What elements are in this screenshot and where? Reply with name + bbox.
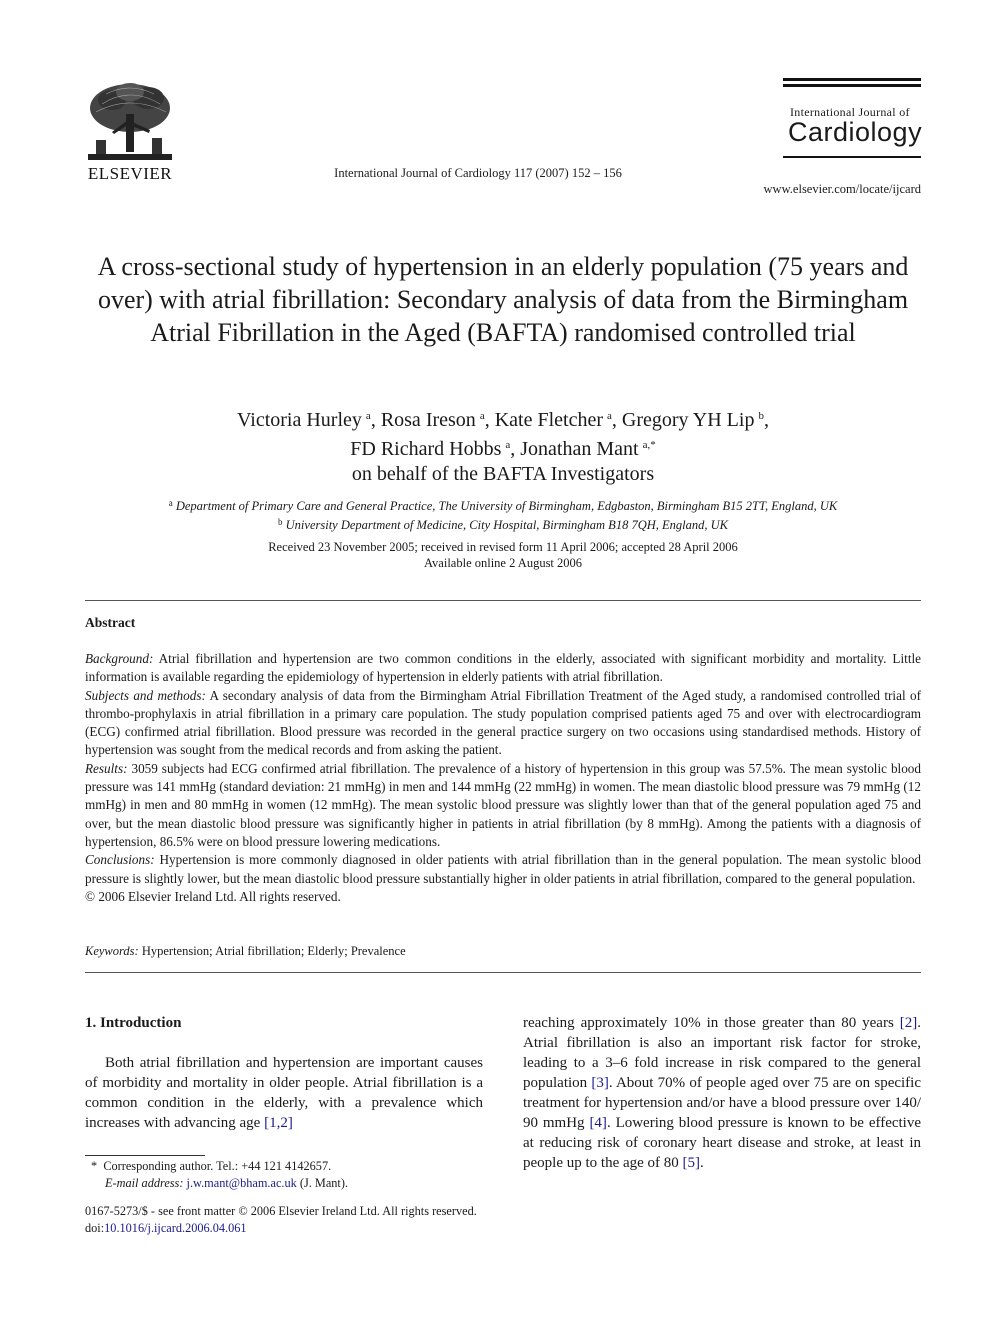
citation-link[interactable]: [5] — [682, 1155, 701, 1171]
section-label: Conclusions: — [85, 852, 155, 868]
email-label: E-mail address: — [105, 1176, 184, 1190]
affiliation-a — [95, 495, 911, 514]
email-link[interactable]: j.w.mant@bham.ac.uk — [186, 1176, 297, 1190]
section-text: Atrial fibrillation and hypertension are two common conditions in the elderly, associated with significant morbidity and mortality. Little information is available regarding the epidemiology of hypertension in elderly patients with atrial fibrillation. — [85, 651, 921, 685]
journal-name-small: International Journal of — [790, 105, 910, 119]
corresponding-text: Corresponding author. Tel.: +44 121 4142657. — [103, 1159, 332, 1173]
doi-line — [85, 1220, 545, 1237]
affiliation-text: University Department of Medicine, City Hospital, Birmingham B18 7QH, England, UK — [285, 518, 728, 532]
section-label: Results: — [85, 760, 128, 776]
email-suffix: (J. Mant). — [299, 1176, 349, 1190]
divider — [85, 972, 921, 973]
journal-masthead-rule-bottom — [783, 156, 921, 158]
journal-url[interactable]: www.elsevier.com/locate/ijcard — [763, 182, 921, 196]
journal-masthead-rules — [783, 78, 921, 90]
keywords-label: Keywords: — [85, 944, 139, 958]
body-column-left — [85, 1013, 483, 1133]
paragraph-text: . About 70% of people aged over 75 are on specific treatment for hypertension and/or have a blood pressure over 140/ 90 mmHg — [523, 1075, 921, 1131]
affil-marker: b — [278, 517, 283, 527]
received-dates: Received 23 November 2005; received in revised form 11 April 2006; accepted 28 April 2006 — [268, 540, 738, 554]
section-text: A secondary analysis of data from the Birmingham Atrial Fibrillation Treatment of the Aged study, a randomised controlled trial of thrombo-prophylaxis in atrial fibrillation in a primary care population. The study population comprised patients aged 75 and over with electrocardiogram (ECG) confirmed atrial fibrillation. Blood pressure was recorded in the general practice surgery on two occasions using standardised methods. History of hypertension was sought from the medical records and from asking the patient. — [85, 687, 921, 758]
footnote-divider — [85, 1155, 205, 1156]
doi-prefix: doi: — [85, 1221, 105, 1235]
citation-link[interactable]: [1,2] — [264, 1115, 293, 1131]
author-affil-marker: a — [607, 410, 612, 422]
paragraph-text: . — [700, 1155, 704, 1171]
journal-citation: International Journal of Cardiology 117 (2007) 152 – 156 — [334, 166, 622, 180]
paragraph-text: . Lowering blood pressure is known to be effective at reducing risk of coronary heart disease and stroke, at least in people up to the age of 80 — [523, 1115, 922, 1171]
issn-line: 0167-5273/$ - see front matter © 2006 Elsevier Ireland Ltd. All rights reserved. — [85, 1204, 477, 1218]
author-line-2: FD Richard Hobbs $^a$, Jonathan Mant $^{a,*}$ — [350, 438, 656, 460]
abstract-heading: Abstract — [85, 615, 136, 630]
paragraph-text: . Atrial fibrillation is also an important risk factor for stroke, leading to a 3–6 fold increase in risk compared to the general population — [523, 1015, 922, 1091]
affiliations — [95, 495, 911, 533]
body-column-right — [523, 1013, 921, 1173]
on-behalf-line: on behalf of the BAFTA Investigators — [351, 463, 655, 485]
keywords-list: Hypertension; Atrial fibrillation; Elderly; Prevalence — [141, 944, 406, 958]
intro-paragraph — [85, 1053, 483, 1133]
abstract-copyright: © 2006 Elsevier Ireland Ltd. All rights reserved. — [85, 888, 341, 904]
author-name: Rosa Ireson — [380, 409, 476, 431]
author-affil-marker: a,* — [642, 439, 656, 451]
section-text: Hypertension is more commonly diagnosed in older patients with atrial fibrillation than in the general population. The mean systolic blood pressure is slightly lower, but the mean diastolic blood pressure substantially higher in older patients in atrial fibrillation, compared to the general population. — [85, 852, 922, 886]
divider — [85, 600, 921, 601]
author-affil-marker: a — [505, 439, 511, 451]
citation-link[interactable]: [3] — [591, 1075, 609, 1091]
article-title: A cross-sectional study of hypertension in an elderly population (75 years and over) with atrial fibrillation: Secondary analysis of data from the Birmingham Atrial Fibrillation in the Aged (BAFTA) randomised controlled trial — [97, 252, 909, 347]
author-name: Victoria Hurley — [237, 409, 362, 431]
author-affil-marker: a — [479, 410, 485, 422]
citation-link[interactable]: [2] — [899, 1015, 918, 1031]
article-dates — [95, 539, 911, 571]
author-affil-marker: b — [758, 410, 764, 422]
author-name: Gregory YH Lip — [621, 409, 755, 431]
author-line-1: Victoria Hurley $^a$, Rosa Ireson $^a$, Kate Fletcher $^a$, Gregory YH Lip $^b$, — [237, 409, 769, 431]
abstract-conclusions — [85, 851, 921, 888]
journal-name-large: Cardiology — [788, 117, 923, 147]
footnote — [85, 1158, 485, 1192]
doi-link[interactable]: 10.1016/j.ijcard.2006.04.061 — [104, 1221, 247, 1235]
affiliation-b — [95, 514, 911, 533]
paragraph-text: reaching approximately 10% in those greater than 80 years — [523, 1015, 894, 1031]
abstract-body — [85, 650, 921, 906]
keywords — [85, 944, 921, 959]
online-date: Available online 2 August 2006 — [423, 556, 583, 570]
abstract-methods — [85, 687, 921, 760]
abstract-results — [85, 760, 921, 851]
author-name: Jonathan Mant — [520, 438, 639, 460]
section-label: Background: — [85, 651, 154, 666]
author-name: Kate Fletcher — [494, 409, 603, 431]
paragraph-text: Both atrial fibrillation and hypertension are important causes of morbidity and mortality in older people. Atrial fibrillation is a common condition in the elderly, with a prevalence which increases with advancing age — [85, 1055, 483, 1131]
front-matter-footer — [85, 1203, 545, 1237]
author-list — [95, 404, 911, 487]
affiliation-text: Department of Primary Care and General Practice, The University of Birmingham, Edgbaston, Birmingham B15 2TT, England, UK — [175, 499, 838, 513]
affil-marker: a — [168, 498, 173, 508]
corresponding-author — [85, 1158, 485, 1175]
intro-paragraph-continued — [523, 1013, 921, 1173]
email-line — [85, 1175, 485, 1192]
citation-link[interactable]: [4] — [589, 1115, 607, 1131]
abstract-background — [85, 650, 921, 687]
section-heading: 1. Introduction — [85, 1015, 182, 1031]
author-name: FD Richard Hobbs — [350, 438, 502, 460]
section-label: Subjects and methods: — [85, 687, 206, 703]
section-text: 3059 subjects had ECG confirmed atrial fibrillation. The prevalence of a history of hypertension in this group was 57.5%. The mean systolic blood pressure was 141 mmHg (standard deviation: 21 mmHg) in men and 144 mmHg (22 mmHg) in women. The mean diastolic blood pressure was 79 mmHg (12 mmHg) in men and 80 mmHg in women (12 mmHg). The mean systolic blood pressure was slightly lower than that of the general population aged 75 and over, but the mean diastolic blood pressure was significantly higher in patients in atrial fibrillation (by 8 mmHg). Among the patients with a diagnosis of hypertension, 86.5% were on blood pressure lowering medications. — [85, 760, 921, 849]
author-affil-marker: a — [365, 410, 371, 422]
footnote-marker: * — [91, 1159, 98, 1173]
publisher-name: ELSEVIER — [87, 164, 173, 183]
